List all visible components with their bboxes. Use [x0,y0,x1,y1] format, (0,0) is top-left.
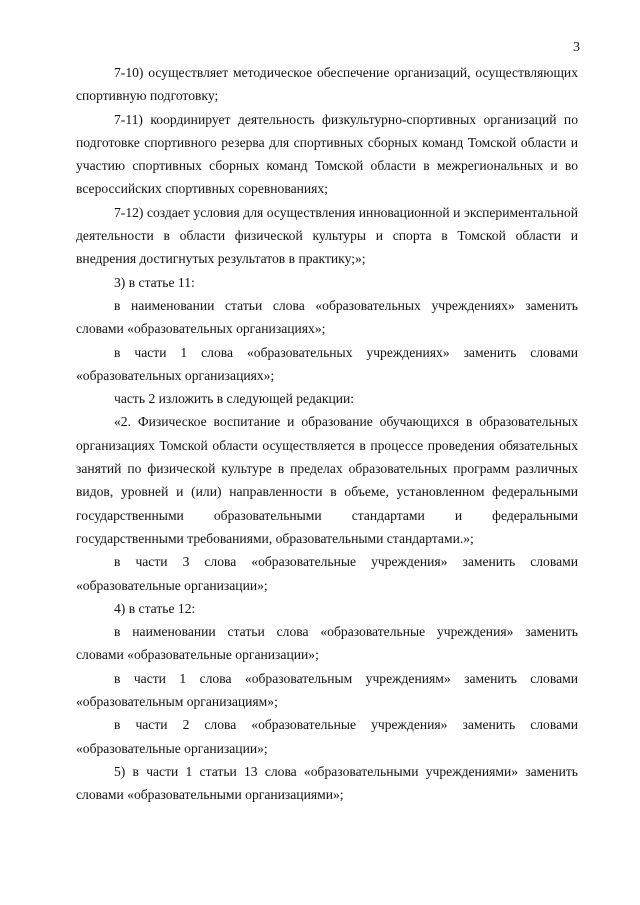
paragraph-article-12-part-1: в части 1 слова «образовательным учреждениям» заменить словами «образовательным организациям»; [76,670,578,710]
paragraph-article-12-part-2: в части 2 слова «образовательные учреждения» заменить словами «образовательные организации»; [76,717,578,756]
paragraph-7-11: 7-11) координирует деятельность физкультурно-спортивных организаций по подготовке спортивного резерва для спортивных сборных команд Томской области и участию спортивных сборных команд Томской области в межрегиональных и во всероссийских спортивных соревнованиях; [76,111,578,197]
paragraph-item-3: 3) в статье 11: [114,274,195,290]
page-number: 3 [573,40,580,55]
paragraph-item-5: 5) в части 1 статьи 13 слова «образовательными учреждениями» заменить словами «образовательными организациями»; [76,763,578,803]
document-body [76,61,578,807]
paragraph-article-11-part-1: в части 1 слова «образовательных учреждениях» заменить словами «образовательных организациях»; [76,344,578,383]
paragraph-article-11-part-2-text: «2. Физическое воспитание и образование обучающихся в образовательных организациях Томской области осуществляется в процессе проведения обязательных занятий по физической культуре в пределах образовательных программ различных видов, уровней и (или) направленности в объеме, установленном федеральными государственными образовательными стандартами и федеральными государственными требованиями, образовательными стандартами.»; [76,414,578,546]
paragraph-7-10: 7-10) осуществляет методическое обеспечение организаций, осуществляющих спортивную подготовку; [76,65,578,104]
paragraph-article-11-part-3: в части 3 слова «образовательные учреждения» заменить словами «образовательные организации»; [76,554,578,593]
paragraph-article-11-part-2-intro: часть 2 изложить в следующей редакции: [114,391,355,407]
paragraph-article-11-title: в наименовании статьи слова «образовательных учреждениях» заменить словами «образовательных организациях»; [76,297,578,337]
paragraph-article-12-title: в наименовании статьи слова «образовательные учреждения» заменить словами «образовательные организации»; [76,624,578,663]
paragraph-7-12: 7-12) создает условия для осуществления инновационной и экспериментальной деятельности в области физической культуры и спорта в Томской области и внедрения достигнутых результатов в практику;»; [76,204,578,267]
paragraph-item-4: 4) в статье 12: [114,600,196,616]
